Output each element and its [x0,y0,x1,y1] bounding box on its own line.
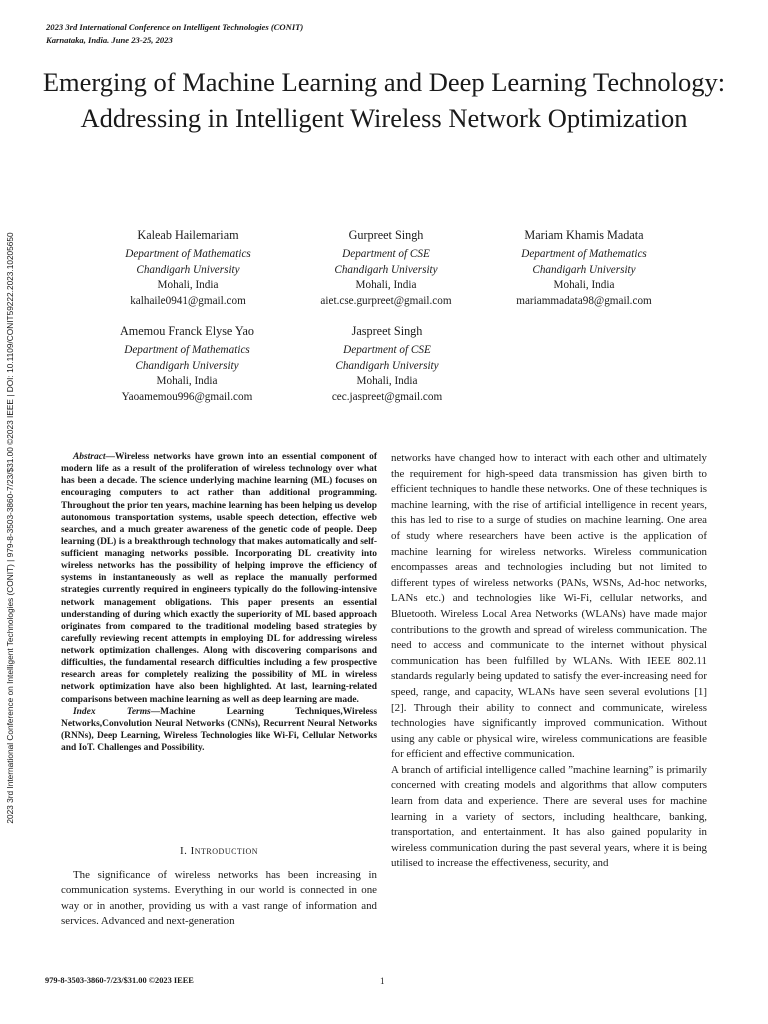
conference-name: 2023 3rd International Conference on Intelligent Technologies (CONIT) [46,22,304,32]
author-email[interactable]: Yaoamemou996@gmail.com [121,390,253,403]
intro-paragraph: A branch of artificial intelligence called ”machine learning” is primarily concerned with creating models and algorithms that allow computers learn from data and experience. There are several uses for machine learning in a variety of sectors, including healthcare, banking, transportation, and entertainment. It has also gained popularity in wireless communication during the past several years, where it is being utilised to increase the effectiveness, security, and [391,763,707,870]
author-department: Department of Mathematics [124,344,250,356]
author-university: Chandigarh University [136,263,240,276]
abstract-text: —Wireless networks have grown into an essential component of modern life as a result of the proliferation of wireless technology over what has been a decade. The science underlying machine learning (ML) focuses on encouraging computers to act rather than additional programming. Throughout the prior ten years, machine learning has been helping us develop autonomous transportation systems, usable speech detection, effective web searches, and a much greater awareness of the genetic code of people. Deep learning (DL) is a breakthrough technology that makes automatically and self-sufficient managing networks possible. Incorporating DL creativity into wireless networks has the possibility of helping improve the efficiency of systems in instantaneously as well as replace the manually performed strategies currently required in engineers typically do the following-intensive network management obligations. This paper presents an essential understanding of during which exactly the superiority of ML based approach originates from compared to the traditional modeling based strategies by carefully reviewing recent attempts in employing DL for addressing wireless network optimization challenges. Along with discovering comparisons and difficulties, the fundamental research difficulties including a few prospective research areas for completely realizing the possibility of ML in wireless network optimization have also been highlighted. At last, learning-related comparisons between machine learning as well as deep learning are made. [61,452,377,705]
intro-right-column [391,451,707,872]
author-email[interactable]: cec.jaspreet@gmail.com [331,390,443,403]
section-heading: I. Introduction [179,845,259,857]
index-terms [61,706,377,755]
author-block [474,226,694,309]
author-name: Gurpreet Singh [348,228,424,242]
intro-paragraph: The significance of wireless networks has been increasing in communication systems. Everything in our world is connected in one way or in another, providing us with a vast range of information and services. Advanced and next-generation [61,869,377,928]
author-department: Department of Mathematics [125,248,251,260]
author-location: Mohali, India [355,279,417,291]
author-name: Jaspreet Singh [351,324,423,338]
author-name: Amemou Franck Elyse Yao [119,324,255,338]
author-location: Mohali, India [356,375,418,387]
abstract-label: Abstract [73,452,106,462]
abstract-paragraph [61,451,377,706]
author-email[interactable]: mariammadata98@gmail.com [516,294,652,307]
author-name: Kaleab Hailemariam [137,228,239,242]
author-location: Mohali, India [156,375,218,387]
author-block [78,226,298,309]
author-block [277,322,497,405]
author-department: Department of CSE [343,344,431,356]
author-location: Mohali, India [553,279,615,291]
author-university: Chandigarh University [334,263,438,276]
author-university: Chandigarh University [532,263,636,276]
author-university: Chandigarh University [135,359,239,372]
paper-title: Emerging of Machine Learning and Deep Learning Technology: Addressing in Intelligent Wireless Network Optimization [42,67,726,133]
author-location: Mohali, India [157,279,219,291]
author-block [276,226,496,309]
intro-paragraph: networks have changed how to interact with each other and ultimately the requirement for high-speed data transmission has given birth to efficient techniques to handle these networks. One of these techniques is machine learning, with the rise of artificial intelligence in recent years, this has led to rise to a surge of studies on machine learning. One area of study where researchers have been active is the application of machine learning for wireless networks. Wireless communication encompasses areas and technologies including but not limited to different types of wireless networks (PANs, WSNs, Ad-hoc networks, LANs etc.) and technologies like Wi-Fi, cellular networks, and Bluetooth. Wireless Local Area Networks (WLANs) have made major contributions to the growth and spread of wireless communication. The need to access and communicate to the internet without physical communication has been fulfilled by WLANs. With IEEE 802.11 standards regularly being updated to satisfy the ever-increasing need for speed, range, and capacity, WLANs have seen several evolutions [1] [2]. Through their ability to connect and communicate, wireless technologies have significantly improved communication. Without using any cable or physical wire, wireless communications are feasible for efficient and effective communication. [391,452,707,761]
author-email[interactable]: kalhaile0941@gmail.com [130,294,246,307]
author-university: Chandigarh University [335,359,439,372]
author-department: Department of Mathematics [521,248,647,260]
abstract [61,451,377,754]
author-department: Department of CSE [342,248,430,260]
page-number: 1 [380,976,385,986]
conference-location-date: Karnataka, India. June 23-25, 2023 [46,35,173,45]
index-terms-text: —Machine Learning Techniques,Wireless Networks,Convolution Neural Networks (CNNs), Recurrent Neural Networks (RNNs), Deep Learning, Wireless Technologies like Wi-Fi, Cellular Networks and IoT. Challenges and Possibility. [61,706,378,753]
copyright-footer: 979-8-3503-3860-7/23/$31.00 ©2023 IEEE [45,976,194,985]
author-email[interactable]: aiet.cse.gurpreet@gmail.com [320,294,452,307]
author-block [77,322,297,405]
doi-sidebar: 2023 3rd International Conference on Intelligent Technologies (CONIT) | 979-8-3503-3860-7/23/$31.00 ©2023 IEEE | DOI: 10.1109/CONIT59222.2023.10205650 [5,232,15,824]
intro-left-column [61,868,377,930]
author-name: Mariam Khamis Madata [524,228,644,242]
index-terms-label: Index Terms [73,706,151,717]
conference-header [46,21,303,47]
